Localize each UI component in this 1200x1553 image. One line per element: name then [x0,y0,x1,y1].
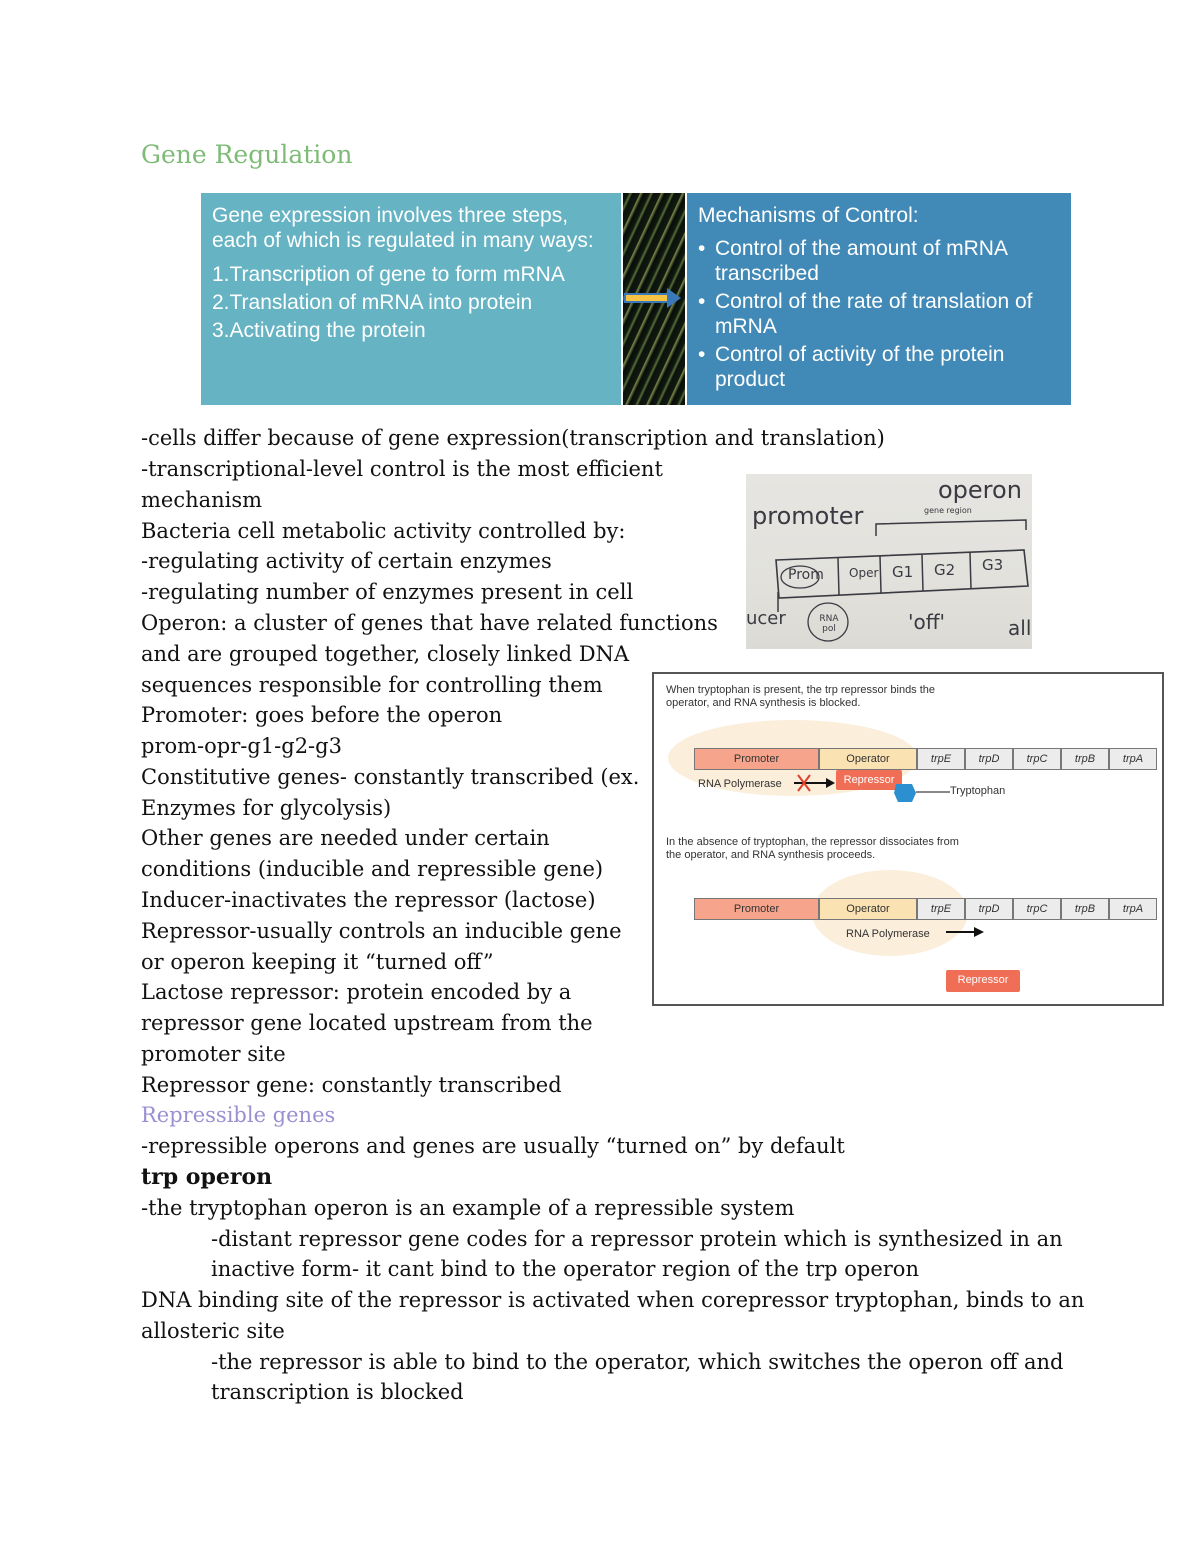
note-line: promoter site [141,1042,286,1066]
sketch-box-g2: G2 [934,561,956,579]
note-line: prom-opr-g1-g2-g3 [141,734,342,758]
note-line: -repressible operons and genes are usually “turned on” by default [141,1134,845,1158]
mechanism-item: • Control of the amount of mRNA transcribed [698,236,1061,286]
expression-steps-panel [201,193,621,405]
transcription-arrow-icon [944,924,986,940]
note-line: -regulating activity of certain enzymes [141,549,552,573]
rna-polymerase-label: RNA Polymerase [846,928,930,940]
sketch-right-fragment: all [1008,616,1032,640]
mechanism-item: • Control of the rate of translation of mRNA [698,289,1061,339]
mechanisms-panel [687,193,1071,405]
operator-box: Operator [819,748,917,770]
step-item: 2.Translation of mRNA into protein [212,291,533,314]
note-line: and are grouped together, closely linked DNA [141,642,630,666]
page-title: Gene Regulation [141,140,353,169]
note-line: Promoter: goes before the operon [141,703,503,727]
note-line: mechanism [141,488,263,512]
note-line: -transcriptional-level control is the most efficient [141,457,663,481]
mechanisms-heading: Mechanisms of Control: [698,204,919,227]
operon-row-present [694,748,1157,770]
operon-sketch-photo [746,474,1032,649]
gene-box: trpC [1013,748,1061,770]
note-line: Enzymes for glycolysis) [141,796,392,820]
note-line: -the tryptophan operon is an example of a repressible system [141,1196,795,1220]
repressor-bound: Repressor [836,770,902,790]
note-line: -the repressor is able to bind to the operator, which switches the operon off and [211,1350,1064,1374]
note-line: Lactose repressor: protein encoded by a [141,980,572,1004]
mechanism-item: • Control of activity of the protein product [698,342,1061,392]
sketch-operon-label: operon [938,476,1022,504]
rna-polymerase-label: RNA Polymerase [698,778,782,790]
diagram-caption-absent: In the absence of tryptophan, the repressor dissociates from the operator, and RNA synthesis proceeds. [666,836,959,861]
note-line: sequences responsible for controlling them [141,673,603,697]
step-item: 1.Transcription of gene to form mRNA [212,263,565,286]
trp-operon-heading: trp operon [141,1164,273,1190]
gene-box: trpA [1109,748,1157,770]
gene-box: trpB [1061,748,1109,770]
note-line: allosteric site [141,1319,285,1343]
sketch-rna-pol-label: RNA pol [819,614,839,634]
gene-box: trpE [917,748,965,770]
sketch-box-g3: G3 [982,556,1004,574]
step-item: 3.Activating the protein [212,319,426,342]
steps-intro: Gene expression involves three steps, each of which is regulated in many ways: [212,204,594,252]
note-line: conditions (inducible and repressible gene) [141,857,604,881]
gene-box: trpD [965,748,1013,770]
note-line: Inducer-inactivates the repressor (lactose) [141,888,596,912]
promoter-box: Promoter [694,898,819,920]
note-line: -distant repressor gene codes for a repressor protein which is synthesized in an [211,1227,1063,1251]
gene-box: trpB [1061,898,1109,920]
sketch-inducer-fragment: ucer [746,608,786,629]
repressible-genes-heading: Repressible genes [141,1103,336,1127]
note-line: DNA binding site of the repressor is activated when corepressor tryptophan, binds to an [141,1288,1085,1312]
note-line: Repressor gene: constantly transcribed [141,1073,562,1097]
tryptophan-pointer [916,790,950,794]
note-line: Other genes are needed under certain [141,826,550,850]
sketch-box-oper: Oper [849,566,879,580]
sketch-off-label: 'off' [908,610,946,634]
decorative-strip [623,193,685,405]
gene-box: trpD [965,898,1013,920]
mechanisms-list [698,236,1061,392]
sketch-box-prom: Prom [788,567,824,583]
diagram-caption-present: When tryptophan is present, the trp repressor binds the operator, and RNA synthesis is blocked. [666,684,936,709]
gene-box: trpE [917,898,965,920]
note-line: -cells differ because of gene expression(transcription and translation) [141,426,885,450]
tryptophan-label: Tryptophan [950,785,1006,797]
note-line: inactive form- it cant bind to the operator region of the trp operon [211,1257,919,1281]
note-line: -regulating number of enzymes present in cell [141,580,634,604]
note-line: repressor gene located upstream from the [141,1011,593,1035]
gene-box: trpA [1109,898,1157,920]
gene-expression-banner [201,193,1071,405]
operator-box: Operator [819,898,917,920]
operon-row-absent [694,898,1157,920]
trp-operon-diagram [652,672,1164,1006]
promoter-box: Promoter [694,748,819,770]
note-line: Operon: a cluster of genes that have related functions [141,611,718,635]
repressor-free: Repressor [946,970,1020,992]
sketch-promoter-label: promoter [752,502,864,530]
sketch-box-g1: G1 [892,563,914,581]
gene-box: trpC [1013,898,1061,920]
note-line: Repressor-usually controls an inducible gene [141,919,622,943]
note-line: Constitutive genes- constantly transcribed (ex. [141,765,640,789]
sketch-gene-region-label: gene region [924,506,972,515]
right-arrow-icon [623,285,683,311]
note-line: Bacteria cell metabolic activity controlled by: [141,519,626,543]
note-line: transcription is blocked [211,1380,464,1404]
note-line: or operon keeping it “turned off” [141,950,494,974]
blocked-arrow-icon [792,772,836,794]
